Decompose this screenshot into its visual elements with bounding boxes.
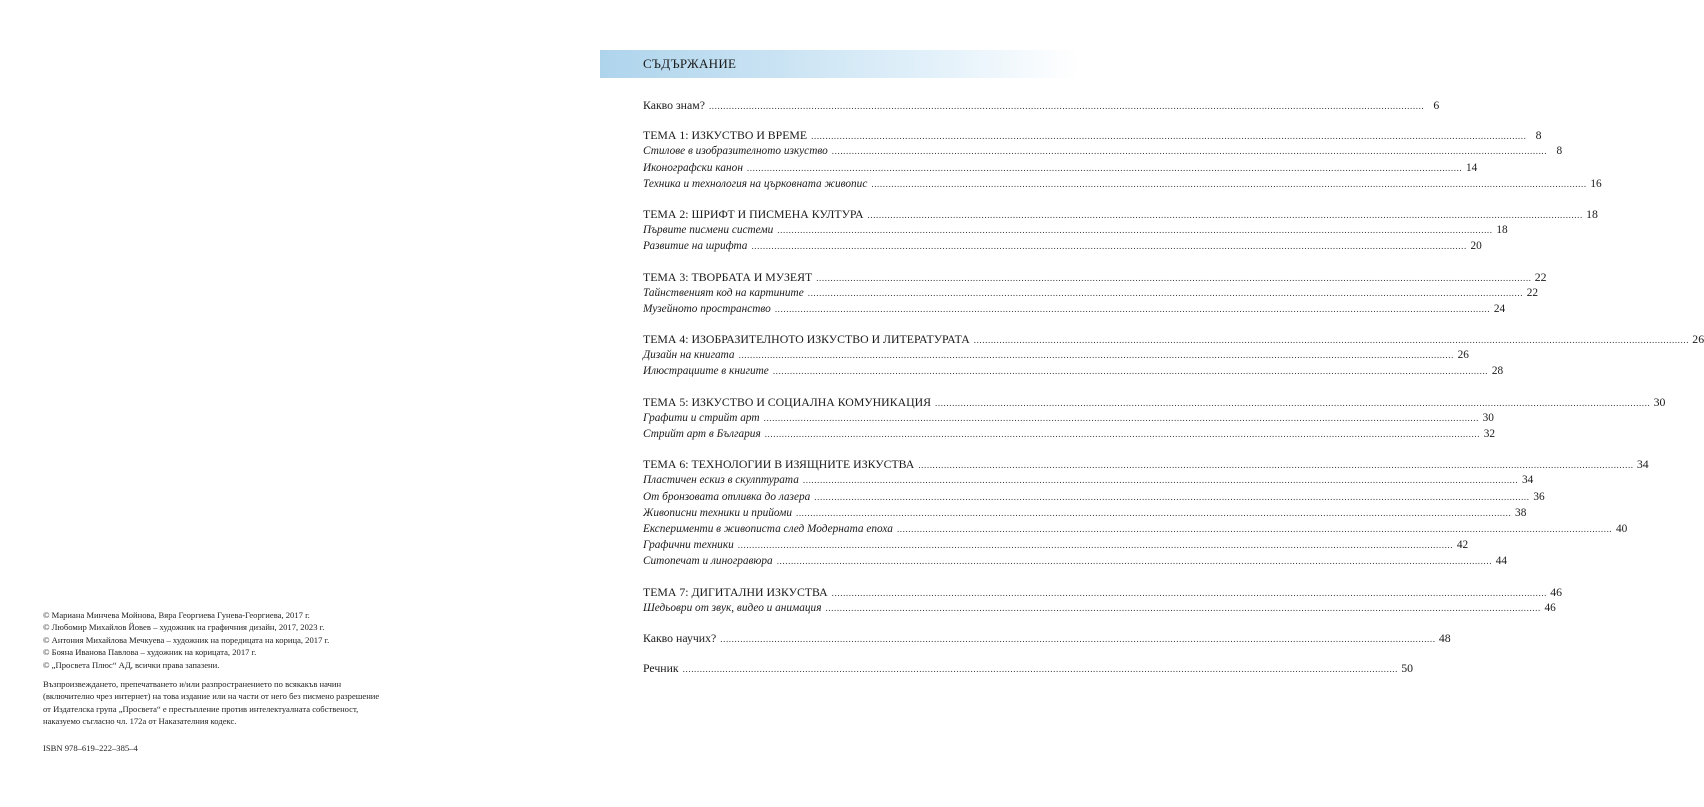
toc-section-row — [643, 206, 1598, 222]
isbn: ISBN 978–619–222–385–4 — [43, 743, 138, 753]
toc-leader-dots: ........................................................................................................................................................................................................................................................... — [871, 178, 1587, 189]
toc-leader-dots: ........................................................................................................................................................................................................................................................... — [795, 507, 1512, 518]
toc-leader-dots: ........................................................................................................................................................................................................................................................... — [751, 241, 1467, 252]
toc-page-number: 50 — [1401, 661, 1413, 676]
toc-page-number: 8 — [1535, 128, 1542, 143]
toc-entry-label: Ситопечат и линогравюра — [643, 555, 773, 568]
toc-leader-dots: ........................................................................................................................................................................................................................................................... — [763, 412, 1479, 423]
toc-entry-row — [643, 521, 1628, 537]
toc-entry-label: Стрийт арт в България — [643, 428, 761, 440]
toc-group-gap — [643, 113, 1157, 127]
legal-line: от Издателска група „Просвета“ е престъпление против интелектуалната собственост, — [43, 703, 359, 714]
toc-leader-dots: ........................................................................................................................................................................................................................................................... — [814, 491, 1530, 502]
toc-entry-label: Развитие на шрифта — [643, 240, 748, 253]
toc-entry-label: ТЕМА 3: ТВОРБАТА И МУЗЕЯТ — [643, 269, 813, 284]
toc-entry-row — [643, 347, 1469, 363]
toc-group-gap — [643, 570, 1157, 584]
toc-page-number: 34 — [1636, 457, 1649, 472]
toc-entry-row — [643, 600, 1556, 616]
toc-group-gap — [643, 442, 1157, 456]
legal-line: (включително чрез интернет) на това издание или на части от него без писмено разрешение — [43, 691, 380, 702]
toc-page-number: 8 — [1556, 145, 1563, 158]
toc-page-number: 32 — [1483, 428, 1496, 440]
toc-section-row — [643, 584, 1563, 600]
toc-leader-dots: ........................................................................................................................................................................................................................................................... — [918, 460, 1634, 471]
toc-entry-label: Иконографски канон — [643, 161, 743, 174]
toc-entry-row — [643, 553, 1508, 569]
toc-leader-dots: ........................................................................................................................................................................................................................................................... — [738, 350, 1454, 361]
toc-entry-label: ТЕМА 4: ИЗОБРАЗИТЕЛНОТО ИЗКУСТВО И ЛИТЕРАТУРАТА — [643, 332, 970, 347]
toc-page-number: 22 — [1534, 269, 1547, 284]
toc-entry-label: Шедьоври от звук, видео и анимация — [643, 601, 822, 614]
toc-leader-dots: ........................................................................................................................................................................................................................................................... — [708, 101, 1425, 111]
toc-page-number: 30 — [1482, 411, 1494, 424]
toc-section-row — [643, 456, 1649, 472]
toc-leader-dots: ........................................................................................................................................................................................................................................................... — [772, 366, 1489, 377]
toc-leader-dots: ........................................................................................................................................................................................................................................................... — [802, 475, 1519, 486]
toc-entry-row — [643, 285, 1539, 301]
toc-entry-label: Първите писмени системи — [643, 224, 774, 237]
copyright-line: © Бояна Иванова Павлова – художник на корицата, 2017 г. — [43, 647, 257, 658]
toc-leader-dots: ........................................................................................................................................................................................................................................................... — [935, 397, 1651, 408]
toc-entry-row — [643, 160, 1478, 176]
toc-leader-dots: ........................................................................................................................................................................................................................................................... — [777, 225, 1493, 236]
toc-page-number: 36 — [1533, 490, 1545, 503]
toc-page-number: 34 — [1521, 474, 1534, 487]
toc-entry-row — [643, 537, 1469, 553]
toc-page-number: 18 — [1586, 206, 1598, 221]
toc-section-row — [643, 660, 1413, 676]
toc-leader-dots: ........................................................................................................................................................................................................................................................... — [816, 272, 1532, 283]
toc-entry-label: Пластичен ескиз в скулптурата — [643, 474, 799, 487]
toc-group-gap — [643, 616, 1157, 630]
copyright-line: © Любомир Михайлов Йовев – художник на графичния дизайн, 2017, 2023 г. — [43, 622, 325, 633]
toc-entry-row — [643, 363, 1504, 379]
toc-entry-label: ТЕМА 6: ТЕХНОЛОГИИ В ИЗЯЩНИТЕ ИЗКУСТВА — [643, 457, 915, 472]
toc-group-gap — [643, 317, 1157, 331]
toc-group-gap — [643, 192, 1157, 206]
toc-section-row — [643, 331, 1704, 347]
toc-leader-dots: ........................................................................................................................................................................................................................................................... — [973, 335, 1690, 346]
toc-entry-label: Стилове в изобразителното изкуство — [643, 145, 828, 158]
toc-page-number: 22 — [1526, 286, 1539, 299]
toc-group-gap — [643, 646, 1157, 660]
toc-entry-label: Музейното пространство — [643, 302, 771, 315]
toc-entry-label: Илюстрациите в книгите — [643, 365, 769, 378]
toc-leader-dots: ........................................................................................................................................................................................................................................................... — [831, 146, 1548, 157]
table-of-contents — [643, 97, 1704, 676]
toc-section-row — [643, 394, 1666, 410]
toc-entry-label: Дизайн на книгата — [643, 349, 735, 362]
toc-page-number: 30 — [1653, 394, 1666, 409]
toc-page-number: 26 — [1692, 332, 1704, 347]
toc-page-number: 20 — [1470, 240, 1482, 253]
toc-entry-label: От бронзовата отливка до лазера — [643, 490, 811, 503]
toc-group-gap — [643, 380, 1157, 394]
legal-line: Възпроизвеждането, препечатването и/или разпространението по всякакъв начин — [43, 679, 342, 689]
legal-notice — [43, 678, 403, 728]
toc-entry-label: Речник — [643, 661, 679, 676]
toc-section-row — [643, 97, 1440, 113]
toc-page-number: 38 — [1515, 506, 1527, 519]
toc-page-number: 46 — [1544, 601, 1556, 614]
toc-leader-dots: ........................................................................................................................................................................................................................................................... — [807, 287, 1524, 298]
toc-leader-dots: ........................................................................................................................................................................................................................................................... — [825, 602, 1541, 613]
toc-page-number: 16 — [1590, 177, 1602, 190]
toc-leader-dots: ........................................................................................................................................................................................................................................................... — [896, 523, 1613, 534]
toc-section-row — [643, 127, 1542, 143]
toc-page-number: 26 — [1457, 349, 1469, 362]
toc-leader-dots: ........................................................................................................................................................................................................................................................... — [776, 556, 1493, 567]
toc-entry-label: Техника и технология на църковната живопис — [643, 177, 868, 190]
toc-entry-label: Какво знам? — [643, 98, 705, 112]
toc-leader-dots: ........................................................................................................................................................................................................................................................... — [811, 131, 1527, 142]
toc-page-number: 6 — [1433, 98, 1440, 112]
toc-page-number: 48 — [1438, 630, 1451, 645]
toc-entry-label: Експерименти в живописта след Модерната епоха — [643, 522, 893, 535]
toc-page-number: 40 — [1616, 522, 1628, 535]
toc-entry-label: Тайнственият код на картините — [643, 286, 804, 299]
toc-entry-row — [643, 505, 1527, 521]
toc-entry-row — [643, 176, 1602, 192]
legal-line: наказуемо съгласно чл. 172а от Наказателния кодекс. — [43, 716, 237, 727]
toc-entry-label: Живописни техники и прийоми — [643, 506, 792, 519]
toc-page-number: 42 — [1456, 539, 1469, 552]
toc-entry-row — [643, 426, 1496, 442]
toc-entry-row — [643, 472, 1534, 488]
toc-entry-label: ТЕМА 7: ДИГИТАЛНИ ИЗКУСТВА — [643, 584, 828, 599]
toc-header-band — [600, 50, 1080, 78]
toc-entry-label: Какво научих? — [643, 630, 717, 645]
toc-entry-label: ТЕМА 1: ИЗКУСТВО И ВРЕМЕ — [643, 128, 808, 143]
toc-entry-label: ТЕМА 2: ШРИФТ И ПИСМЕНА КУЛТУРА — [643, 206, 864, 221]
copyright-line: © „Просвета Плюс“ АД, всички права запазени. — [43, 659, 220, 670]
toc-page-number: 46 — [1550, 584, 1563, 599]
toc-entry-row — [643, 222, 1508, 238]
toc-entry-row — [643, 143, 1563, 159]
toc-leader-dots: ........................................................................................................................................................................................................................................................... — [737, 540, 1454, 551]
toc-leader-dots: ........................................................................................................................................................................................................................................................... — [682, 664, 1398, 675]
toc-section-row — [643, 630, 1451, 646]
right-page — [600, 0, 1704, 807]
toc-leader-dots: ........................................................................................................................................................................................................................................................... — [764, 429, 1481, 439]
toc-leader-dots: ........................................................................................................................................................................................................................................................... — [867, 209, 1583, 220]
copyright-line: © Антония Михайлова Мечкуева – художник на поредицата на корица, 2017 г. — [43, 634, 330, 645]
toc-entry-row — [643, 238, 1482, 254]
toc-entry-row — [643, 301, 1506, 317]
toc-entry-label: Графични техники — [643, 539, 734, 552]
toc-page-number: 14 — [1465, 161, 1478, 174]
toc-entry-row — [643, 489, 1545, 505]
toc-page-number: 18 — [1496, 224, 1508, 237]
copyright-line: © Мариана Минчева Мойнова, Вяра Георгиева Гунева-Георгиева, 2017 г. — [43, 610, 310, 620]
toc-page-number: 44 — [1495, 555, 1508, 568]
toc-leader-dots: ........................................................................................................................................................................................................................................................... — [746, 162, 1463, 173]
toc-leader-dots: ........................................................................................................................................................................................................................................................... — [720, 633, 1436, 644]
toc-group-gap — [643, 255, 1157, 269]
toc-entry-label: Графити и стрийт арт — [643, 411, 760, 424]
toc-page-number: 24 — [1493, 302, 1506, 315]
toc-page-number: 28 — [1491, 365, 1504, 378]
copyright-block — [43, 609, 403, 671]
toc-entry-label: ТЕМА 5: ИЗКУСТВО И СОЦИАЛНА КОМУНИКАЦИЯ — [643, 394, 931, 409]
left-page — [0, 0, 600, 807]
toc-section-row — [643, 269, 1547, 285]
toc-leader-dots: ........................................................................................................................................................................................................................................................... — [774, 303, 1491, 314]
toc-leader-dots: ........................................................................................................................................................................................................................................................... — [831, 587, 1548, 598]
toc-entry-row — [643, 410, 1494, 426]
toc-title: СЪДЪРЖАНИЕ — [643, 56, 737, 71]
